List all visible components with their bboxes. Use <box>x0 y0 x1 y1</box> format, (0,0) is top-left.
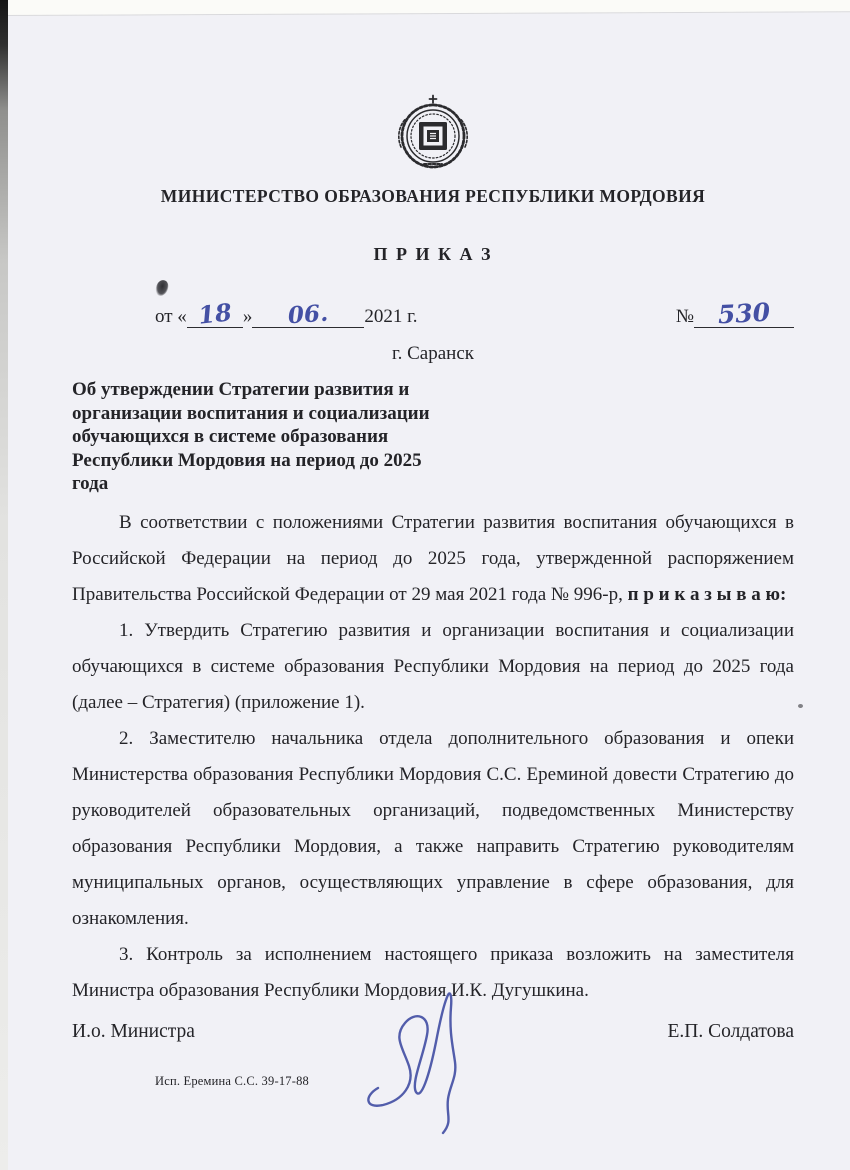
number-label: № <box>675 306 694 327</box>
city-line: г. Саранск <box>391 343 475 364</box>
date-prefix: от « <box>155 306 187 327</box>
handwritten-day: 18 <box>196 297 233 330</box>
mordovia-coat-of-arms-icon <box>394 94 472 170</box>
ministry-title: МИНИСТЕРСТВО ОБРАЗОВАНИЯ РЕСПУБЛИКИ МОРДОВИЯ <box>160 186 706 206</box>
document-content <box>72 0 794 1089</box>
number-line <box>675 297 794 330</box>
order-item-2: 2. Заместителю начальника отдела дополнительного образования и опеки Министерства образования Республики Мордовия С.С. Ереминой довести Стратегию до руководителей образовательных организаций, подведомственных Министерству образования Республики Мордовия, а также направить Стратегию руководителям муниципальных органов, осуществляющих управление в сфере образования, для ознакомления. <box>72 727 794 929</box>
intro-paragraph <box>72 505 794 613</box>
scan-speck-artifact <box>798 704 803 708</box>
signer-name: Е.П. Солдатова <box>667 1020 794 1042</box>
month-blank <box>252 299 364 330</box>
order-body <box>72 505 794 1009</box>
document-type-heading: П Р И К А З <box>373 244 493 264</box>
number-blank <box>694 297 794 330</box>
order-item-3: 3. Контроль за исполнением настоящего приказа возложить на заместителя Министра образования Республики Мордовия И.К. Дугушкина. <box>72 943 794 1001</box>
date-and-number-row <box>72 297 794 330</box>
order-item-1: 1. Утвердить Стратегию развития и организации воспитания и социализации обучающихся в системе образования Республики Мордовия на период до 2025 года (далее – Стратегия) (приложение 1). <box>72 619 794 713</box>
executor-note: Исп. Еремина С.С. 39-17-88 <box>155 1073 309 1088</box>
date-close-quote: » <box>242 306 253 327</box>
order-subject: Об утверждении Стратегии развития и организации воспитания и социализации обучающихся в системе образования Республики Мордовия на период до 2025 года <box>72 379 430 494</box>
order-verb: п р и к а з ы в а ю: <box>627 583 787 605</box>
handwritten-signature-icon <box>352 988 486 1136</box>
date-year: 2021 г. <box>364 306 418 327</box>
day-blank <box>187 297 243 330</box>
handwritten-number: 530 <box>717 297 771 330</box>
date-line <box>155 297 418 330</box>
scanner-edge-shadow <box>0 0 8 1170</box>
handwritten-month: 06. <box>287 299 330 330</box>
signer-position: И.о. Министра <box>72 1020 195 1042</box>
intro-text: В соответствии с положениями Стратегии развития воспитания обучающихся в Российской Федерации на период до 2025 года, утвержденной распоряжением Правительства Российской Федерации от 29 мая 2021 года № 996-р, <box>72 511 794 605</box>
